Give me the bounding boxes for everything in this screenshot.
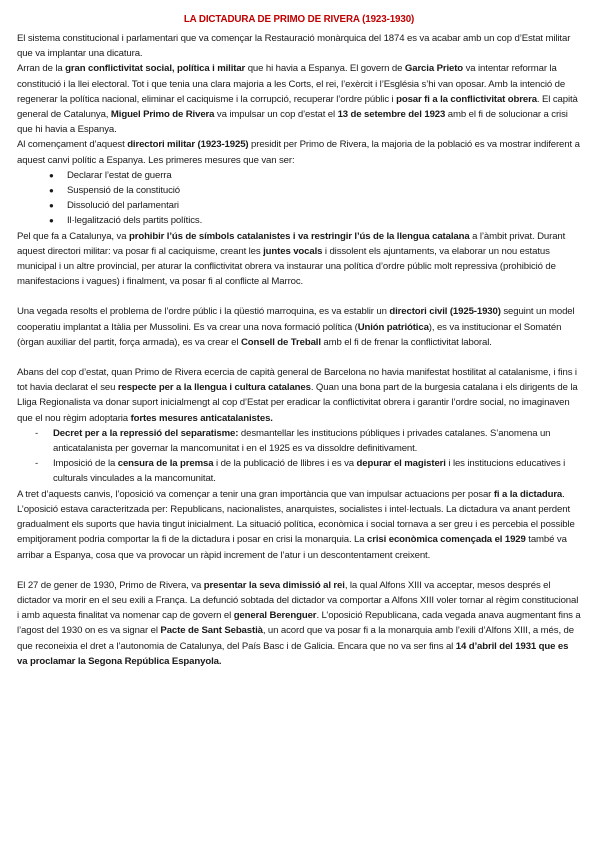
text-run: va impulsar un cop d’estat el xyxy=(214,109,338,121)
text-run: Al començament d’aquest xyxy=(17,139,128,151)
bold-run: Decret per a la repressió del separatisme: xyxy=(53,427,239,439)
text-run: . L’oposició estava caracteritzada per: Republicans, nacionalistes, anarquistes, socialistes i intel·lectuals. La dictadura va anant perdent gradualment els suports que havia tingut inicialment. La situació política, econòmica i social tornava a ser greu i es percebia el possible empitjorament podria comportar la fi de la dictadura i posar en crisi la monarquia. La xyxy=(17,488,575,546)
list-item: ● Suspensió de la constitució xyxy=(49,183,581,198)
bold-run: fi a la dictadura xyxy=(493,488,563,500)
text-run: El 27 de gener de 1930, Primo de Rivera, va xyxy=(17,579,204,591)
paragraph-causes xyxy=(17,61,581,137)
text-run: seguint un model cooperatiu implantat a Itàlia per Mussolini. Es va crear una nova formació política ( xyxy=(17,306,575,333)
text-run: desmantellar les institucions públiques i privades catalanes. S’anomena un anticatalanista per governar la mancomunitat i en el 1925 es va dissoldre definitivament. xyxy=(53,427,551,455)
bold-run: fortes mesures anticatalanistes. xyxy=(130,412,273,424)
bold-run: 13 de setembre del 1923 xyxy=(337,109,446,121)
text-run: i les institucions educatives i culturals vinculades a la mancomunitat. xyxy=(53,458,566,485)
bold-run: Unión patriótica xyxy=(357,321,429,333)
bold-run: prohibir l’ús de símbols catalanistes i va restringir l’ús de la llengua catalana xyxy=(128,230,470,242)
bold-run: gran conflictivitat social, política i militar xyxy=(65,63,246,75)
text-run: Arran de la xyxy=(17,63,66,75)
paragraph-gap xyxy=(17,350,581,365)
bold-run: Garcia Prieto xyxy=(404,63,464,75)
list-item: ● Declarar l’estat de guerra xyxy=(49,168,581,183)
bold-run: Miguel Primo de Rivera xyxy=(110,109,215,121)
paragraph-anticatalanism xyxy=(17,365,581,426)
text-run: que hi havia a Espanya. El govern de xyxy=(245,63,405,75)
bold-run: Pacte de Sant Sebastià xyxy=(160,625,263,637)
list-item: ● Dissolució del parlamentari xyxy=(49,198,581,213)
text-run: Una vegada resolts el problema de l’ordre públic i la qüestió marroquina, es va establir un xyxy=(17,306,390,318)
measures-list xyxy=(17,168,581,229)
bold-run: directori militar (1923-1925) xyxy=(127,139,249,151)
repression-list xyxy=(17,426,581,487)
text-run: també va arribar a Espanya, cosa que va provocar un ràpid increment de l’atur i un descontentament creixent. xyxy=(17,534,567,561)
paragraph-catalonia xyxy=(17,229,581,290)
bold-run: directori civil (1925-1930) xyxy=(389,306,501,318)
paragraph-gap xyxy=(17,563,581,578)
paragraph-opposition xyxy=(17,487,581,563)
bold-run: censura de la premsa xyxy=(117,458,214,470)
paragraph-end-of-dictatorship xyxy=(17,578,581,669)
text-run: ), es va institucionar el Somatén (òrgan auxiliar del partit, força armada), es va crear el xyxy=(17,321,562,348)
bold-run: posar fi a la conflictivitat obrera xyxy=(396,93,537,105)
bold-run: crisi econòmica començada el 1929 xyxy=(367,534,526,546)
paragraph-civil-directory xyxy=(17,304,581,350)
list-item: ● Il·legalització dels partits polítics. xyxy=(49,213,581,228)
text-run: . L’oposició Republicana, cada vegada anava augmentant fins a l’agost del 1930 on es va signar el xyxy=(17,610,581,637)
text-run: Abans del cop d’estat, quan Primo de Rivera ecercia de capità general de Barcelona no havia manifestat hostilitat al catalanisme, i fins i tot havia declarat el seu xyxy=(17,367,577,394)
bold-run: general Berenguer xyxy=(233,610,317,622)
bold-run: 14 d’abril del 1931 que es va proclamar la Segona República Espanyola. xyxy=(17,640,569,667)
text-run: Pel que fa a Catalunya, va xyxy=(17,230,129,242)
text-run: Imposició de la xyxy=(53,458,118,470)
paragraph-military-directory xyxy=(17,137,581,167)
list-item xyxy=(35,426,581,456)
document-title: LA DICTADURA DE PRIMO DE RIVERA (1923-1930) xyxy=(183,14,415,25)
bold-run: presentar la seva dimissió al rei xyxy=(203,579,345,591)
paragraph-gap xyxy=(17,289,581,304)
text-run: , la qual Alfons XIII va acceptar, mesos després el dictador va morir en el seu exili a França. La defunció sobtada del dictador va comportar a Alfons XIII voler tornar al règim constitucional i amb aquesta finalitat va nomenar cap de govern el xyxy=(17,579,579,622)
text-run: amb el fi de solucionar a crisi que hi havia a Espanya. xyxy=(17,109,568,136)
text-run: a l’àmbit privat. Durant aquest directori militar: va posar fi al caciquisme, creant les xyxy=(17,230,566,257)
text-run: . El capità general de Catalunya, xyxy=(17,93,578,121)
text-run: . Quan una bona part de la burgesia catalana i els dirigents de la Lliga Regionalista va donar suport inicialmengt al cop d’Estat per eradicar la conflictivitat obrera i garantir l’ordre social, no imaginaven que el nou règim adoptaria xyxy=(17,382,578,424)
text-run: va intentar reformar la constitució i la llei electoral. Tot i que tenia una clara majoria a les Corts, el rei, l’exèrcit i l’Església s’hi van oposar. Amb la intenció de regenerar la política nacional, eliminar el caciquisme i la corrupció, recuperar l’ordre públic i xyxy=(17,63,566,105)
paragraph-intro: El sistema constitucional i parlamentari que va començar la Restauració monàrquica del 1874 es va acabar amb un cop d’Estat militar que va implantar una dicatura. xyxy=(17,33,571,60)
text-run: amb el fi de frenar la conflictivitat laboral. xyxy=(320,336,492,348)
text-run: presidit per Primo de Rivera, la majoria de la població es va mostrar indiferent a aquest canvi polític a Espanya. Les primeres mesures que van ser: xyxy=(17,139,580,166)
text-run: i dissolent els ajuntaments, va elaborar un nou estatus municipal i un altre provincial, per aturar la conflictivitat obrera va instaurar una política d’ordre públic molt repressiva (prohibició de manifestacions i vagues) i finalment, va posar fi al conflicte al Marroc. xyxy=(17,245,556,288)
text-run: i de la publicació de llibres i es va xyxy=(213,458,357,470)
bold-run: depurar el magisteri xyxy=(356,458,446,470)
bold-run: juntes vocals xyxy=(263,245,323,257)
text-run: , un acord que va posar fi a la monarquia amb l’exili d’Alfons XIII, a més, de que reconeixia el dret a l’autonomia de Catalunya, del País Basc i de Galicia. Encara que no va ser fins al xyxy=(17,625,574,652)
list-item xyxy=(35,456,581,486)
bold-run: Consell de Treball xyxy=(240,336,321,348)
text-run: A tret d’aquests canvis, l’oposició va començar a tenir una gran importància que van impulsar actuacions per posar xyxy=(17,488,494,500)
bold-run: respecte per a la llengua i cultura catalanes xyxy=(117,382,311,394)
